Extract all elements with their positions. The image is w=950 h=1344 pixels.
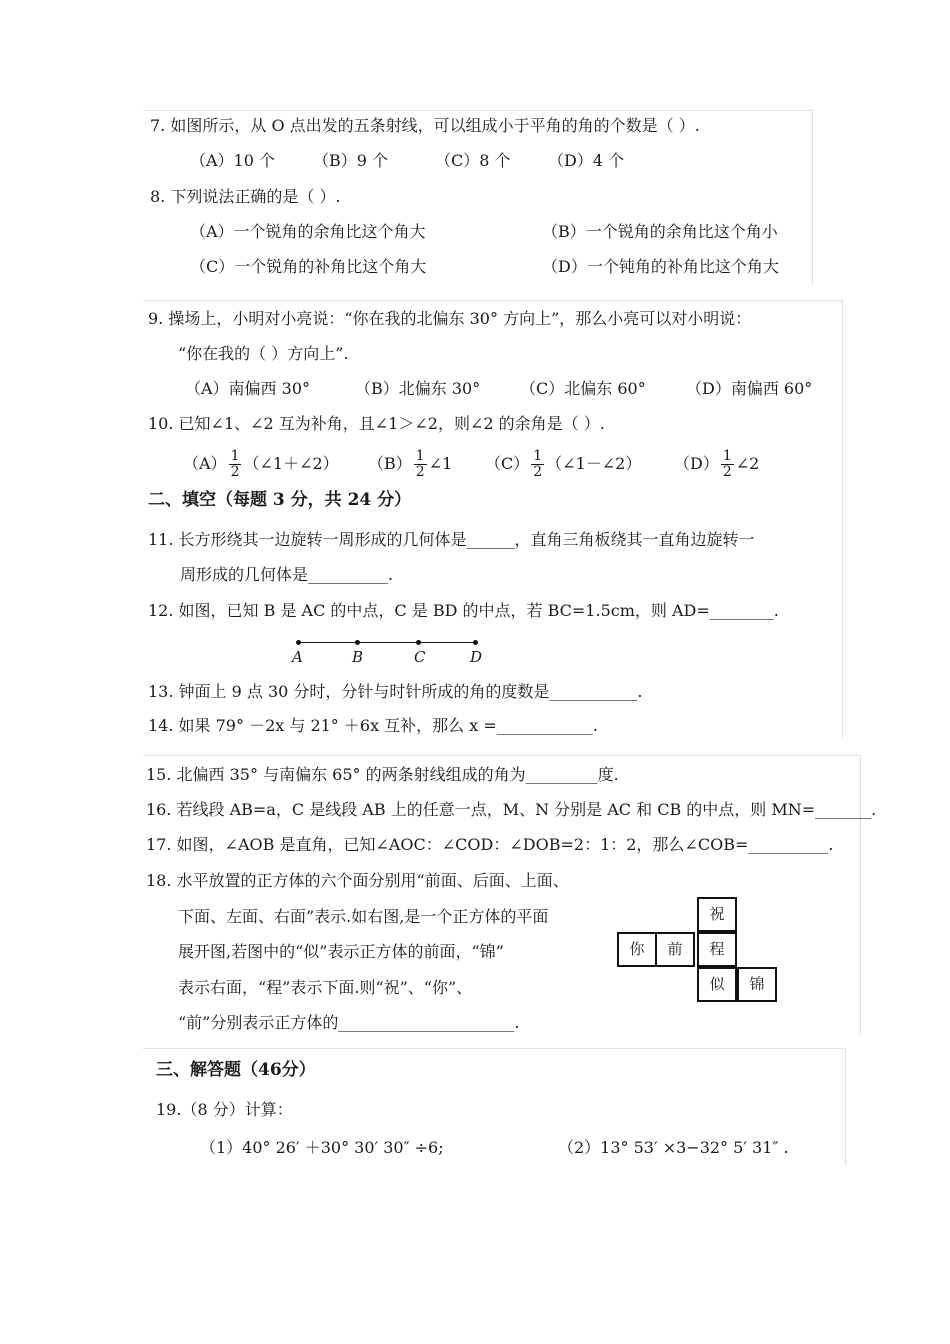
q10-option-b-prefix: （B） xyxy=(368,454,412,473)
point-d-label: D xyxy=(470,648,483,666)
question-18: 18. 水平放置的正方体的六个面分别用“前面、后面、上面、 xyxy=(146,871,569,890)
point-c-dot xyxy=(416,640,421,645)
question-17: 17. 如图，∠AOB 是直角，已知∠AOC：∠COD：∠DOB=2：1：2，那么∠COB=__________. xyxy=(146,835,834,854)
segment-figure xyxy=(290,636,490,670)
section-3-heading: 三、解答题（46分） xyxy=(156,1060,316,1080)
frac-num: 1 xyxy=(722,448,732,464)
question-18-line4: 表示右面，“程”表示下面.则“祝”、“你”、 xyxy=(178,978,473,997)
question-18-line3: 展开图,若图中的“似”表示正方体的前面，“锦” xyxy=(178,942,504,961)
q9-option-a: （A）南偏西 30° xyxy=(185,379,311,398)
q10-option-b-suffix: ∠1 xyxy=(428,454,453,473)
panel-border xyxy=(143,1048,846,1049)
frac-den: 2 xyxy=(230,464,240,480)
frac-num: 1 xyxy=(230,448,240,464)
q19-part-2: （2）13° 53′ ×3−32° 5′ 31″ . xyxy=(558,1138,789,1157)
question-19: 19.（8 分）计算： xyxy=(156,1100,293,1119)
frac-den: 2 xyxy=(415,464,425,480)
net-cell-zhu: 祝 xyxy=(697,897,737,932)
q10-option-d-prefix: （D） xyxy=(674,454,719,473)
q10-option-d-suffix: ∠2 xyxy=(735,454,760,473)
question-10: 10. 已知∠1、∠2 互为补角，且∠1＞∠2，则∠2 的余角是（ ）. xyxy=(148,414,605,433)
q9-option-b: （B）北偏东 30° xyxy=(355,379,481,398)
q8-option-b: （B）一个锐角的余角比这个角小 xyxy=(542,222,778,241)
q10-option-a-suffix: （∠1＋∠2） xyxy=(243,454,339,473)
panel-border xyxy=(143,110,813,111)
net-cell-jin: 锦 xyxy=(737,967,777,1002)
question-12: 12. 如图，已知 B 是 AC 的中点，C 是 BD 的中点，若 BC=1.5cm，则 AD=________. xyxy=(148,601,779,620)
q10-option-d xyxy=(674,447,759,481)
panel-border xyxy=(860,755,861,1035)
q7-option-d: （D）4 个 xyxy=(548,151,625,170)
frac-num: 1 xyxy=(415,448,425,464)
frac-den: 2 xyxy=(722,464,732,480)
q7-option-b: （B）9 个 xyxy=(313,151,389,170)
q10-option-a-prefix: （A） xyxy=(183,454,227,473)
q10-option-c xyxy=(485,447,641,481)
q10-option-c-suffix: （∠1－∠2） xyxy=(546,454,642,473)
question-14: 14. 如果 79° －2x 与 21° ＋6x 互补，那么 x =____________. xyxy=(148,716,598,735)
q7-option-c: （C）8 个 xyxy=(435,151,511,170)
question-13: 13. 钟面上 9 点 30 分时，分针与时针所成的角的度数是___________. xyxy=(148,682,643,701)
question-15: 15. 北偏西 35° 与南偏东 65° 的两条射线组成的角为_________度. xyxy=(146,765,619,784)
question-9-line2: “你在我的（ ）方向上”. xyxy=(178,344,349,363)
fraction-half xyxy=(229,449,242,480)
frac-num: 1 xyxy=(533,448,543,464)
q8-option-a: （A）一个锐角的余角比这个角大 xyxy=(190,222,426,241)
point-c-label: C xyxy=(414,648,426,666)
segment-line xyxy=(298,642,476,643)
point-a-label: A xyxy=(292,648,303,666)
panel-border xyxy=(143,300,843,301)
q9-option-d: （D）南偏西 60° xyxy=(686,379,813,398)
question-11-line2: 周形成的几何体是__________. xyxy=(180,565,394,584)
point-b-dot xyxy=(355,640,360,645)
fraction-half xyxy=(721,449,734,480)
q19-part-1: （1）40° 26′ ＋30° 30′ 30″ ÷6; xyxy=(200,1138,444,1157)
panel-border xyxy=(845,1048,846,1166)
q9-option-c: （C）北偏东 60° xyxy=(520,379,646,398)
question-8: 8. 下列说法正确的是（ ）. xyxy=(150,187,341,206)
fraction-half xyxy=(531,449,544,480)
section-2-heading: 二、填空（每题 3 分，共 24 分） xyxy=(148,490,412,510)
point-d-dot xyxy=(473,640,478,645)
question-9: 9. 操场上，小明对小亮说：“你在我的北偏东 30° 方向上”，那么小亮可以对小明说： xyxy=(148,309,752,328)
q10-option-b xyxy=(368,447,452,481)
q8-option-c: （C）一个锐角的补角比这个角大 xyxy=(190,257,427,276)
point-a-dot xyxy=(296,640,301,645)
q10-option-c-prefix: （C） xyxy=(485,454,530,473)
panel-border xyxy=(842,300,843,738)
net-cell-si: 似 xyxy=(697,967,737,1002)
net-cell-ni: 你 xyxy=(617,932,657,967)
point-b-label: B xyxy=(352,648,364,666)
question-7: 7. 如图所示，从 O 点出发的五条射线，可以组成小于平角的角的个数是（ ）. xyxy=(150,116,700,135)
q8-option-d: （D）一个钝角的补角比这个角大 xyxy=(542,257,779,276)
fraction-half xyxy=(414,449,427,480)
question-11: 11. 长方形绕其一边旋转一周形成的几何体是______，直角三角板绕其一直角边旋转一 xyxy=(148,530,755,549)
q7-option-a: （A）10 个 xyxy=(190,151,276,170)
question-18-line5: “前”分别表示正方体的______________________. xyxy=(178,1013,520,1032)
question-16: 16. 若线段 AB=a，C 是线段 AB 上的任意一点，M、N 分别是 AC 和 CB 的中点，则 MN=_______. xyxy=(146,800,877,819)
net-cell-qian: 前 xyxy=(655,932,695,967)
net-cell-cheng: 程 xyxy=(697,932,737,967)
panel-border xyxy=(143,755,861,756)
q10-option-a xyxy=(183,447,339,481)
question-18-line2: 下面、左面、右面”表示.如右图,是一个正方体的平面 xyxy=(178,907,549,926)
frac-den: 2 xyxy=(533,464,543,480)
panel-border xyxy=(812,110,813,285)
